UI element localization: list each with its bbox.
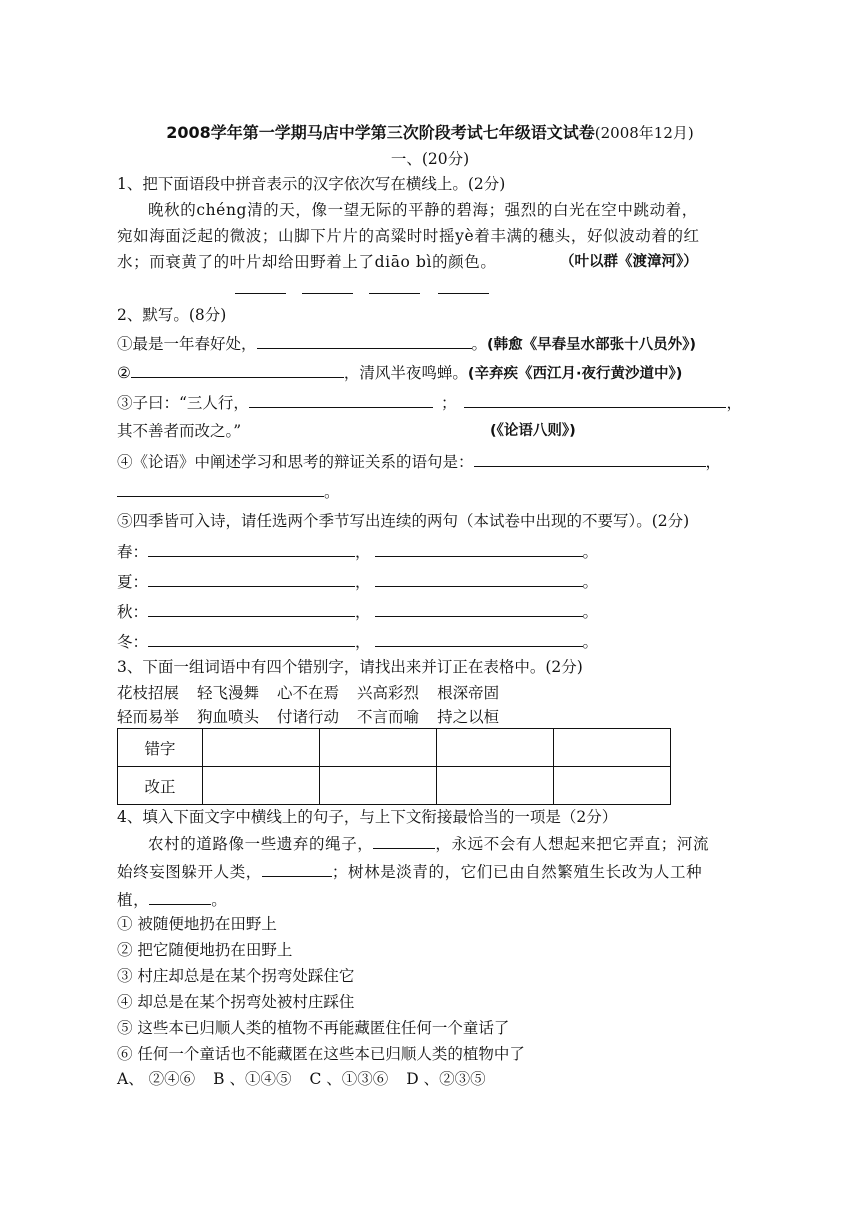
q4-answer-choices: [117, 1068, 504, 1090]
word-item: 兴高彩烈: [357, 684, 420, 702]
q2-line-4: 其不善者而改之。”: [117, 422, 242, 440]
q3-words-row-2: [117, 706, 517, 728]
recite-blank-6[interactable]: [117, 480, 324, 497]
answer-blank-3[interactable]: [369, 277, 420, 294]
q1-answer-blanks: [235, 277, 489, 300]
q4-blank-1[interactable]: [373, 832, 435, 849]
q4-option-2: ② 把它随便地扔在田野上: [117, 941, 293, 959]
title-date: (2008年12月): [594, 124, 694, 142]
word-item: 心不在焉: [277, 684, 340, 702]
choice-b[interactable]: B 、①④⑤: [213, 1070, 292, 1088]
q2-line-3: ③子曰：“三人行， ； ，: [117, 391, 742, 414]
season-blank[interactable]: [375, 600, 583, 617]
season-blank[interactable]: [148, 540, 355, 557]
q2-line-7: ⑤四季皆可入诗，请任选两个季节写出连续的两句（本试卷中出现的不要写）。(2分): [117, 512, 690, 530]
word-item: 轻而易举: [117, 708, 180, 726]
table-cell[interactable]: [203, 767, 320, 805]
q3-prompt: 3、下面一组词语中有四个错别字，请找出来并订正在表格中。(2分): [117, 658, 583, 676]
table-cell[interactable]: [554, 767, 671, 805]
recite-blank-1[interactable]: [257, 332, 472, 349]
q2-line-2: ② ，清风半夜鸣蝉。(辛弃疾《西江月·夜行黄沙道中》): [117, 361, 682, 385]
q4-passage-line-2: 始终妄图躲开人类， ；树林是淡青的，它们已由自然繁殖生长改为人工种: [117, 860, 702, 883]
table-row: [118, 729, 671, 767]
season-row-summer: 夏： ， 。: [117, 570, 598, 593]
q4-blank-2[interactable]: [262, 860, 332, 877]
q4-passage-line-3: 植， 。: [117, 888, 227, 911]
table-cell[interactable]: [437, 767, 554, 805]
table-cell[interactable]: [554, 729, 671, 767]
pinyin-diaobi: diāo bì: [374, 253, 433, 271]
q4-blank-3[interactable]: [149, 888, 211, 905]
choice-c[interactable]: C 、①③⑥: [309, 1070, 389, 1088]
correction-table: [117, 728, 671, 805]
season-blank[interactable]: [148, 570, 355, 587]
table-cell[interactable]: [437, 729, 554, 767]
season-row-winter: 冬： ， 。: [117, 630, 598, 653]
season-blank[interactable]: [148, 600, 355, 617]
q4-option-5: ⑤ 这些本已归顺人类的植物不再能藏匿住任何一个童话了: [117, 1019, 510, 1037]
q1-passage-line-1: 晚秋的chéng清的天，像一望无际的平静的碧海；强烈的白光在空中跳动着，: [148, 201, 698, 219]
q2-line-6: 。: [117, 480, 340, 503]
table-cell[interactable]: [203, 729, 320, 767]
recite-blank-5[interactable]: [474, 450, 706, 467]
q2-source-2: (辛弃疾《西江月·夜行黄沙道中》): [467, 366, 683, 382]
season-blank[interactable]: [375, 540, 583, 557]
table-row: [118, 767, 671, 805]
q4-option-3: ③ 村庄却总是在某个拐弯处踩住它: [117, 967, 355, 985]
row-label-wrong: 错字: [118, 729, 203, 767]
q4-passage-line-1: 农村的道路像一些遗弃的绳子， ，永远不会有人想起来把它弄直；河流: [148, 832, 709, 855]
word-item: 狗血喷头: [197, 708, 260, 726]
pinyin-cheng: chéng: [196, 201, 248, 219]
pinyin-ye: yè: [455, 227, 475, 245]
q2-line-5: ④《论语》中阐述学习和思考的辩证关系的语句是： ，: [117, 450, 721, 473]
section-heading: 一、(20分): [390, 150, 470, 168]
q2-source-3: (《论语八则》): [490, 423, 576, 439]
word-item: 轻飞漫舞: [197, 684, 260, 702]
recite-blank-4[interactable]: [464, 391, 726, 408]
answer-blank-4[interactable]: [438, 277, 489, 294]
q4-option-1: ① 被随便地扔在田野上: [117, 915, 277, 933]
q4-prompt: 4、填入下面文字中横线上的句子，与上下文衔接最恰当的一项是（2分）: [117, 808, 618, 826]
choice-d[interactable]: D 、②③⑤: [406, 1070, 486, 1088]
recite-blank-2[interactable]: [131, 361, 344, 378]
recite-blank-3[interactable]: [249, 391, 433, 408]
season-blank[interactable]: [375, 570, 583, 587]
table-cell[interactable]: [320, 729, 437, 767]
q2-source-1: (韩愈《早春呈水部张十八员外》): [487, 337, 697, 353]
season-blank[interactable]: [148, 630, 355, 647]
q2-prompt: 2、默写。(8分): [117, 306, 227, 324]
q2-line-1: ①最是一年春好处， 。(韩愈《早春呈水部张十八员外》): [117, 332, 696, 356]
q4-option-4: ④ 却总是在某个拐弯处被村庄踩住: [117, 993, 355, 1011]
word-item: 持之以桓: [437, 708, 500, 726]
q1-source: （叶以群《渡漳河》）: [560, 254, 698, 270]
word-item: 花枝招展: [117, 684, 180, 702]
season-row-autumn: 秋： ， 。: [117, 600, 598, 623]
choice-a[interactable]: A、 ②④⑥: [117, 1070, 196, 1088]
word-item: 根深帝固: [437, 684, 500, 702]
word-item: 付诸行动: [277, 708, 340, 726]
table-cell[interactable]: [320, 767, 437, 805]
q3-words-row-1: [117, 682, 517, 704]
q4-option-6: ⑥ 任何一个童话也不能藏匿在这些本已归顺人类的植物中了: [117, 1045, 525, 1063]
season-row-spring: 春： ， 。: [117, 540, 598, 563]
row-label-correct: 改正: [118, 767, 203, 805]
q1-passage-line-3: 水；而衰黄了的叶片却给田野着上了diāo bì的颜色。: [117, 253, 497, 271]
exam-title: [0, 120, 860, 143]
answer-blank-2[interactable]: [302, 277, 353, 294]
season-blank[interactable]: [375, 630, 583, 647]
q1-prompt: 1、把下面语段中拼音表示的汉字依次写在横线上。(2分): [117, 175, 506, 193]
word-item: 不言而喻: [357, 708, 420, 726]
answer-blank-1[interactable]: [235, 277, 286, 294]
title-text: 2008学年第一学期马店中学第三次阶段考试七年级语文试卷: [166, 123, 595, 142]
q1-passage-line-2: 宛如海面泛起的微波；山脚下片片的高粱时时摇yè着丰满的穗头，好似波动着的红: [117, 227, 700, 245]
